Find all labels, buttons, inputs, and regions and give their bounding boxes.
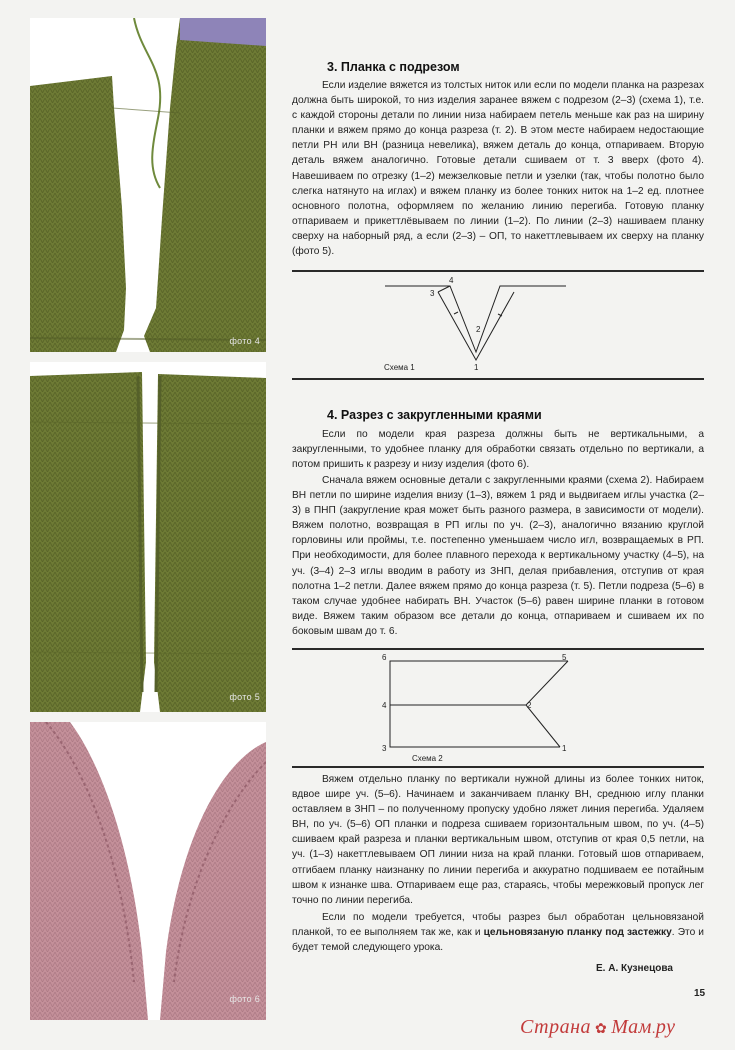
photo-4-image	[30, 18, 266, 352]
section-3-body: Если изделие вяжется из толстых ниток или если по модели планка на разрезах должна быть широкой, то низ изделия заранее вяжем с подрезом (2–3) (схема 1), т.е. с каждой стороны детали по линии низа набираем петель меньше как раз на ширину планки и вяжем прямо до конца разреза (т. 2). В этом месте набираем недостающие петли РН или ВН (разница невелика), вяжем деталь до конца, отпариваем. Вторую деталь вяжем аналогично. Готовые детали сшиваем от т. 3 вверх (фото 4). Навешиваем по отрезку (1–2) межзелковые петли и узелки (так, чтобы полотно было слегка натянуто на иглах) и вяжем планку из более тонких ниток на 1–2 ед. плотнее основного полотна, оформляем по желанию линию перегиба. Готовую планку отпариваем и прикеттлёвываем по линии (1–2). По линии (2–3) нашиваем планку сверху на наборный ряд, а если (2–3) – ОП, то накеттлевываем их сверху на планку (фото 5).	[292, 80, 704, 258]
scheme-1-top-rule	[292, 270, 704, 272]
section-4-top-rule	[292, 378, 704, 380]
closing-paragraph-1: Вяжем отдельно планку по вертикали нужной длины из более тонких ниток, вдвое шире уч. (5–6). Начинаем и заканчиваем планку ВН, среднюю иглу планки оставляем в ЗНП – по полученному пропуску удобно ляжет линия перегиба. Удаляем ВН, по уч. (5–6) ОП планки и подреза сшиваем горизонтальным швом, по уч. (4–5) сшиваем край разреза и планки вертикальным швом, отступив от края 0,5 петли, на уч. (1–3) накеттлевываем ОП линии низа на край планки. Готовый шов отпариваем, отгибаем планку наизнанку по линии перегиба и аккуратно подшиваем ее потайным швом к изнанке шва. Отпариваем еще раз, стараясь, чтобы мережковый пропуск лег точно по линии перегиба.	[292, 774, 704, 906]
photo-6-image	[30, 722, 266, 1020]
scheme-2-top-rule	[292, 648, 704, 650]
scheme-1-label-2: 2	[476, 325, 481, 334]
scheme-1-label-4: 4	[449, 276, 454, 285]
photo-4	[30, 18, 266, 352]
section-4-heading: 4. Разрез с закругленными краями	[327, 408, 542, 422]
section-4-paragraph-1: Если по модели края разреза должны быть не вертикальными, а закругленными, то удобнее планку для обработки связать отдельно по вертикали, а потом пришить к разрезу и низу изделия (фото 6).	[292, 429, 704, 471]
section-4-paragraph-2: Сначала вяжем основные детали с закругленными краями (схема 2). Набираем ВН петли по ширине изделия внизу (1–3), вяжем 1 ряд и выдвигаем иглы участка (2–3) в ПНП (закругление края может быть разного размера, в зависимости от модели). Вяжем полотно, возвращая в РП иглы по уч. (2–3), аналогично вязанию круглой горловины или проймы, т.е. постепенно уменьшаем число игл, возвращаемых в РП. При необходимости, для более плавного перехода к вертикальному участку (4–5), на уч. (3–4) 2–3 иглы вводим в работу из ЗНП, делая прибавления, отступив от края полотна 1–2 петли. Далее вяжем прямо до конца разреза (т. 5). Петли подреза (5–6) в таком случае удобнее набирать ВН. Участок (5–6) равен ширине планки в готовом виде. Вяжем таким образом все детали до конца, отпариваем и сшиваем их по боковым швам до т. 6.	[292, 475, 704, 637]
photo-5-image	[30, 362, 266, 712]
scheme-1-label-3: 3	[430, 289, 435, 298]
closing-bold-phrase: цельновязаную планку под застежку	[483, 927, 672, 939]
section-3-heading: 3. Планка с подрезом	[327, 60, 460, 74]
scheme-2-label-6: 6	[382, 653, 387, 662]
scheme-2-caption: Схема 2	[412, 754, 443, 763]
photo-6	[30, 722, 266, 1020]
scheme-2-label-5: 5	[562, 653, 567, 662]
scheme-2-label-2: 2	[527, 701, 532, 710]
photo-5-caption: фото 5	[229, 692, 260, 702]
page-number: 15	[694, 988, 706, 999]
scheme-2-label-4: 4	[382, 701, 387, 710]
author-name: Е. А. Кузнецова	[596, 963, 673, 974]
closing-paragraph-2: Если по модели требуется, чтобы разрез был обработан цельновязаной планкой, то ее выполняем так же, как и цельновязаную планку под застежку. Это и будет темой следующего урока.	[292, 912, 704, 954]
strana-mam-watermark-logo: Страна ✿ Мам.ру	[520, 1016, 676, 1038]
scheme-1-caption: Схема 1	[384, 363, 415, 372]
scheme-2-label-1: 1	[562, 744, 567, 753]
scheme-1-diagram	[290, 274, 710, 374]
photo-6-caption: фото 6	[229, 994, 260, 1004]
scheme-2-label-3: 3	[382, 744, 387, 753]
scheme-1-label-1: 1	[474, 363, 479, 372]
scheme-2-diagram	[290, 651, 710, 763]
photo-5	[30, 362, 266, 712]
photo-4-caption: фото 4	[229, 336, 260, 346]
closing-top-rule	[292, 766, 704, 768]
